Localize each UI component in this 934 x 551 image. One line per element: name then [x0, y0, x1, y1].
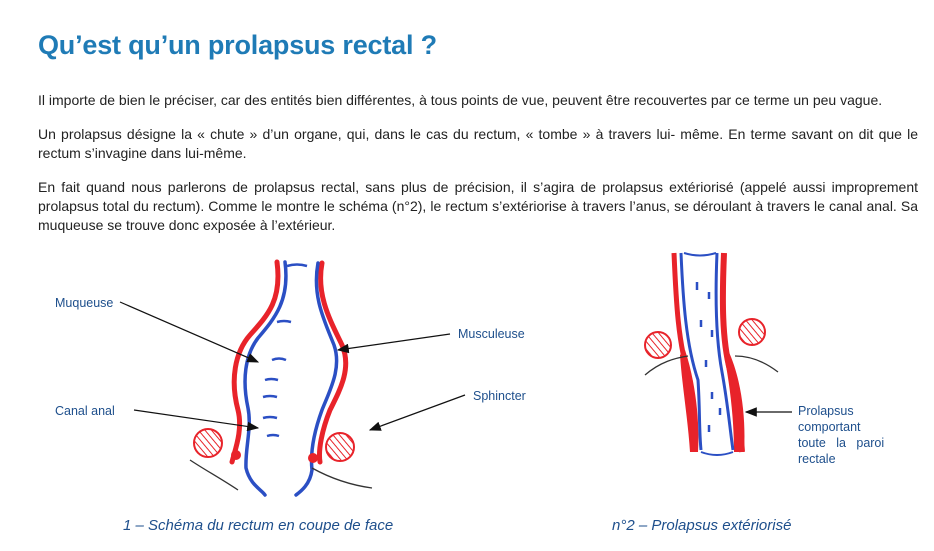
label-prolapsus-line-2: comportant [798, 420, 861, 434]
label-musculeuse: Musculeuse [458, 327, 525, 341]
label-prolapsus-line-4: rectale [798, 452, 836, 466]
paragraph-intro: Il importe de bien le préciser, car des entités bien différentes, à tous points de vue, peuvent être recouvertes par ce terme un peu vague. [38, 92, 883, 108]
label-muqueuse: Muqueuse [55, 296, 114, 310]
caption-figure-1: 1 – Schéma du rectum en coupe de face [123, 517, 394, 534]
page-title: Qu’est qu’un prolapsus rectal ? [38, 30, 437, 60]
prolapse-diagram [645, 253, 778, 455]
caption-figure-2: n°2 – Prolapsus extériorisé [612, 517, 792, 534]
paragraph-exteriorized: En fait quand nous parlerons de prolapsus rectal, sans plus de précision, il s’agira de prolapsus extériorisé (appelé aussi improprement prolapsus total du rectum). Comme le montre le schéma (n°2), le rectum s’extériorise à travers l’anus, se déroulant à travers le canal anal. Sa muqueuse se trouve donc exposée à l’extérieur. [38, 179, 918, 233]
label-canal-anal: Canal anal [55, 404, 115, 418]
paragraph-definition: Un prolapsus désigne la « chute » d’un organe, qui, dans le cas du rectum, « tombe » à travers lui- même. En terme savant on dit que le rectum s’invagine dans lui-même. [38, 126, 918, 161]
rectum-diagram [190, 262, 372, 495]
label-prolapsus-line-1: Prolapsus [798, 404, 854, 418]
label-sphincter: Sphincter [473, 389, 526, 403]
label-prolapsus-line-3: toute la paroi [798, 436, 885, 450]
